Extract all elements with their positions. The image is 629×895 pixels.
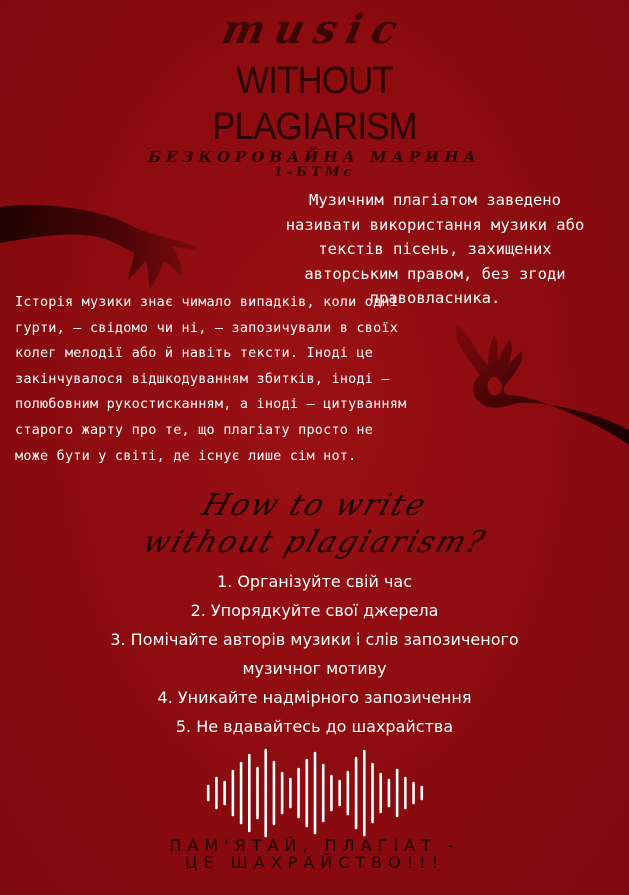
tip-item-2: 2. Упорядкуйте свої джерела [190,601,439,620]
slogan-line1: ПАМ'ЯТАЙ, ПЛАГІАТ - [169,836,460,855]
group-code: 1-БТМс [273,165,356,180]
how-to-heading-line2: without plagiarism? [138,525,491,560]
how-to-heading-line1: How to write [197,488,432,523]
slogan-line2: ЦЕ ШАХРАЙСТВО!!! [185,853,444,872]
title-script-music: music [217,6,412,53]
sound-wave-icon [200,748,430,838]
hand-silhouette-ok-gesture [400,305,629,475]
tip-item-5: 5. Не вдавайтесь до шахрайства [175,717,454,736]
hand-silhouette-reaching [0,185,210,305]
tips-list [0,567,629,741]
title-plagiarism: PLAGIARISM [212,106,417,148]
history-paragraph: Історія музики знає чимало випадків, коли одні гурти, — свідомо чи ні, — запозичували в своїх колег мелодії або й навіть тексти. Іноді це закінчувалося відшкодуванням збитків, іноді — полюбовним рукостисканням, а іноді — цитуванням старого жарту про те, що плагіату просто не може бути у світі, де існує лише сім нот. [15,294,407,464]
tip-item-1: 1. Організуйте свій час [216,572,413,591]
author-name: БЕЗКОРОВАЙНА МАРИНА [148,148,481,166]
title-without: WITHOUT [236,60,393,102]
tip-item-3: 3. Помічайте авторів музики і слів запозиченого [110,630,519,649]
intro-paragraph: Музичним плагіатом заведено називати використання музики або текстів пісень, захищених авторським правом, без згоди правовласника. [285,191,585,307]
tip-item-4: 4. Уникайте надмірного запозичення [157,688,472,707]
tip-item-3-continued: музичног мотиву [242,659,387,678]
